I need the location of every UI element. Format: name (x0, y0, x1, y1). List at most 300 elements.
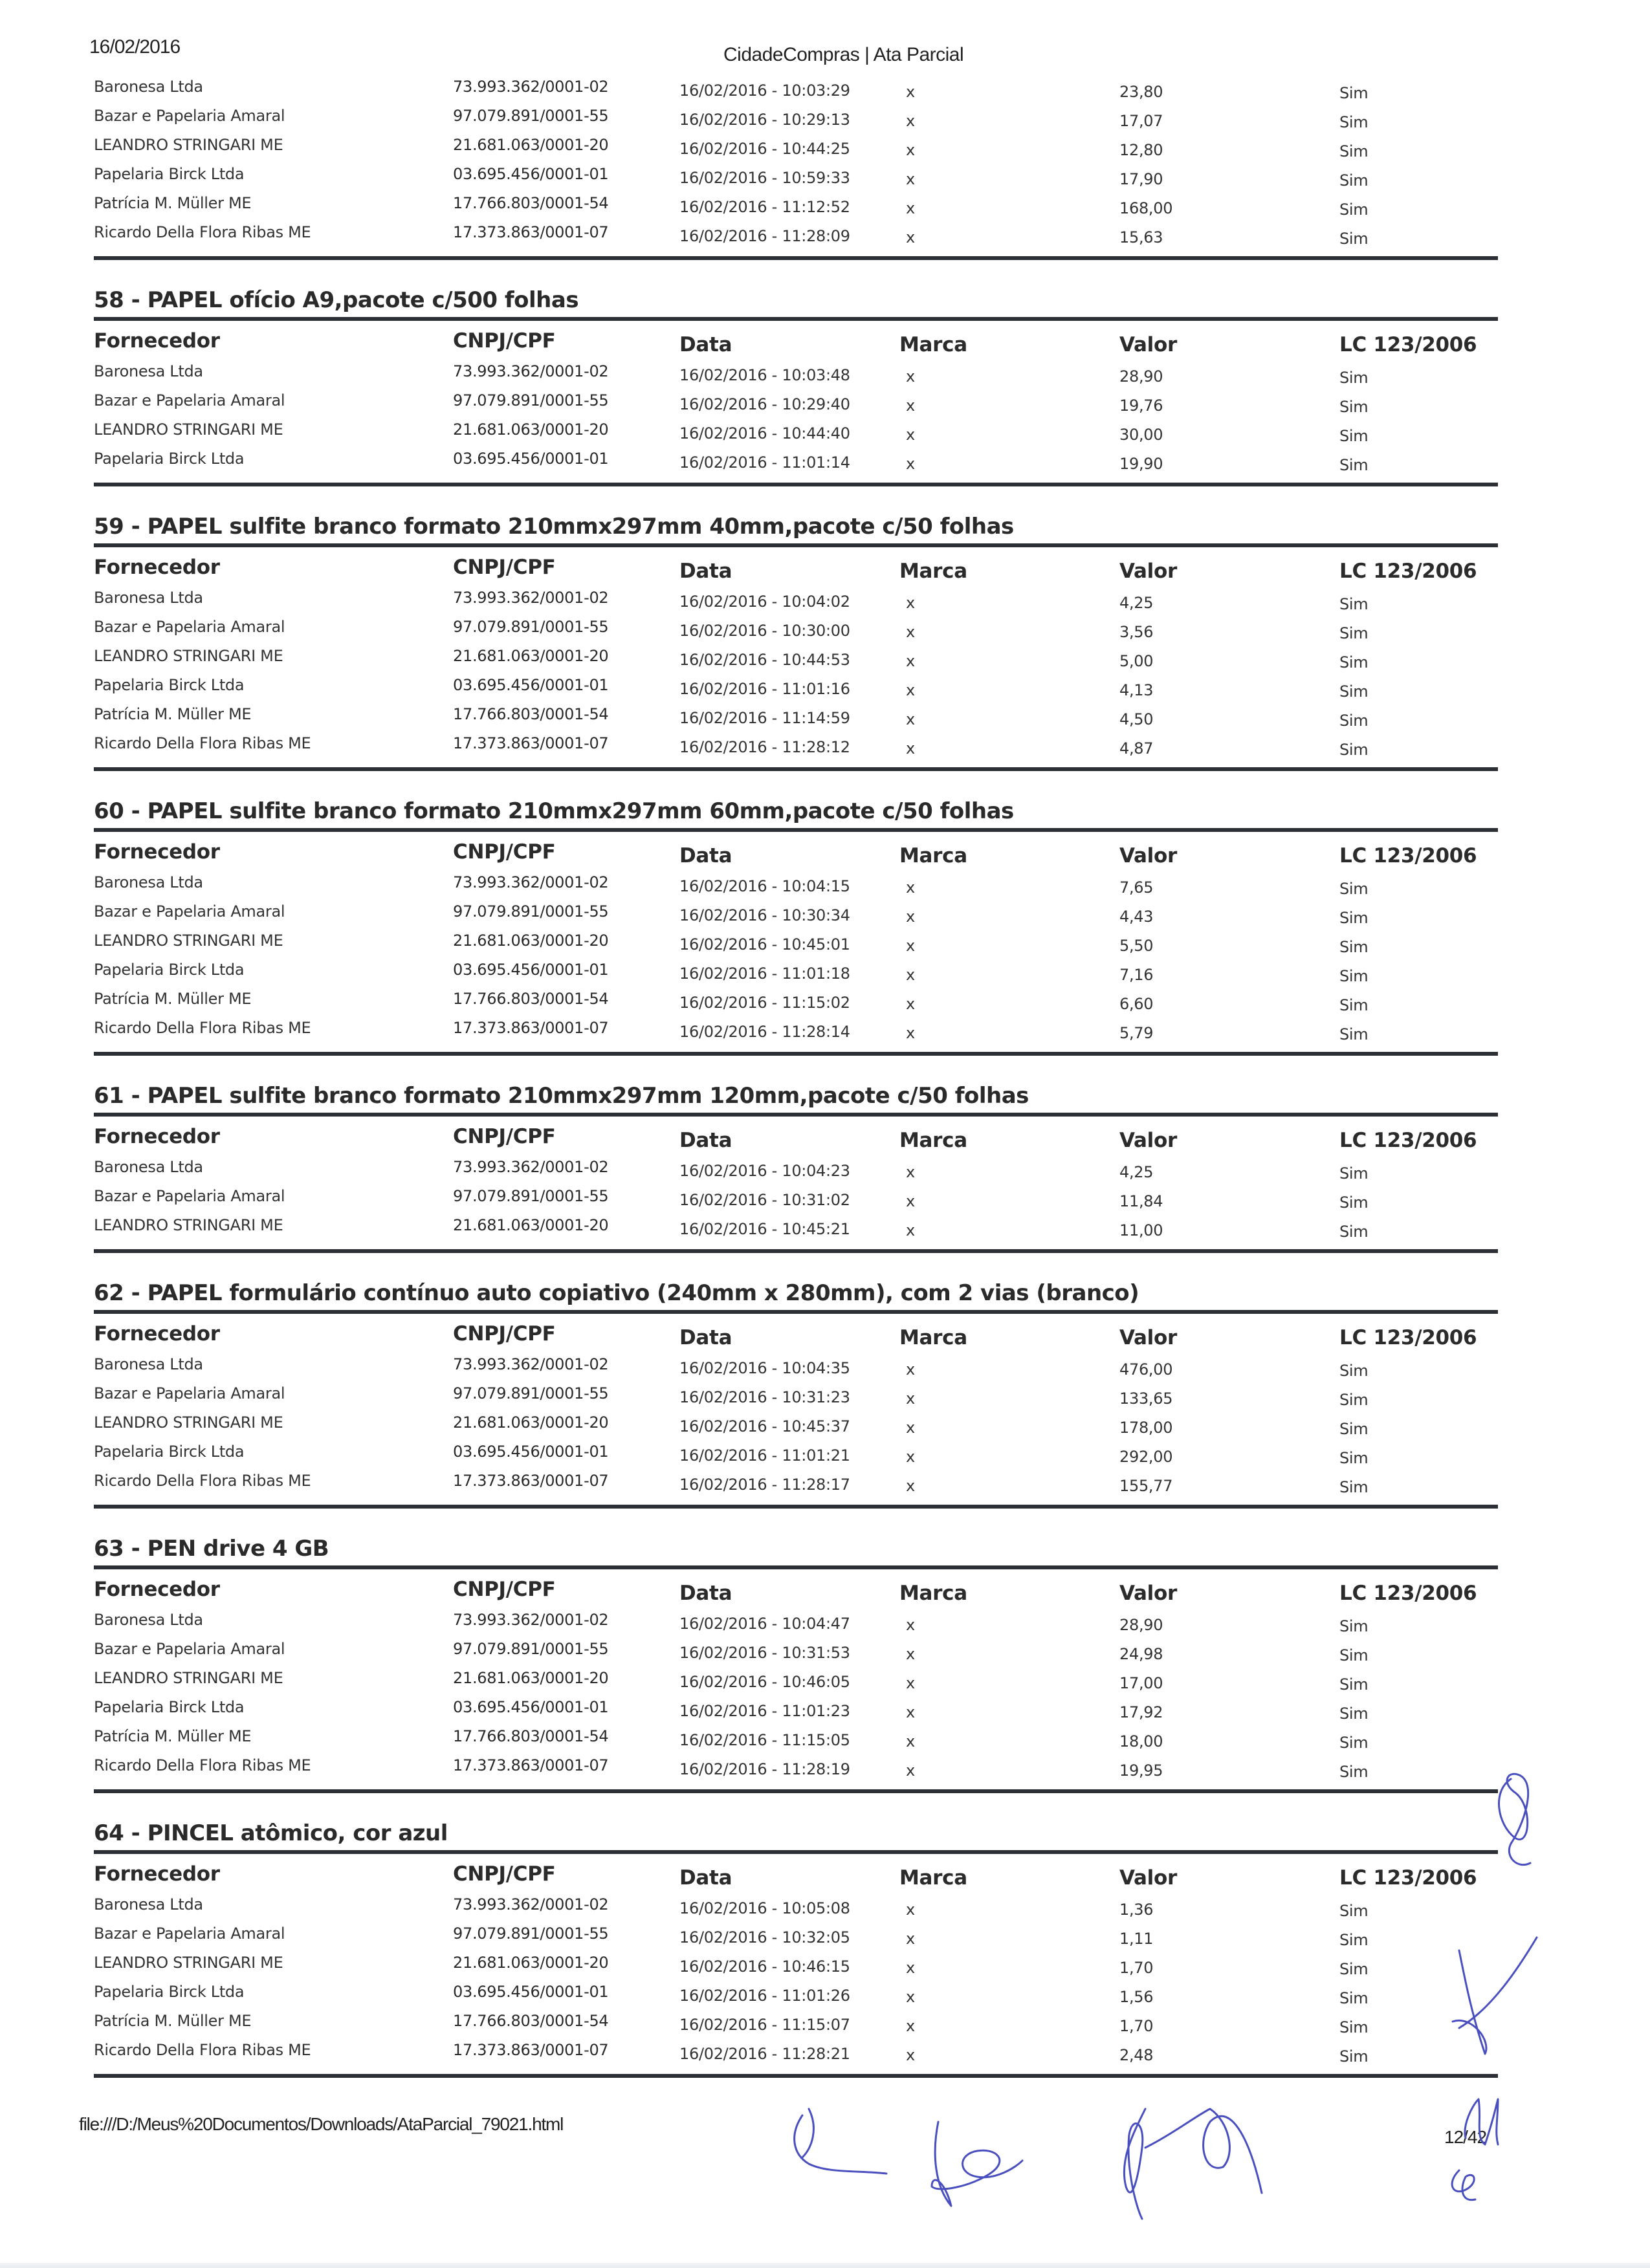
cell-fornecedor: Patrícia M. Müller ME (94, 705, 252, 723)
cell-lc: Sim (1339, 201, 1369, 219)
cell-marca: x (906, 739, 915, 758)
section-end-rule (94, 1052, 1498, 1056)
cell-cnpj: 97.079.891/0001-55 (453, 902, 609, 921)
column-header-cnpj: CNPJ/CPF (453, 840, 556, 864)
cell-fornecedor: Patrícia M. Müller ME (94, 194, 252, 212)
cell-valor: 133,65 (1119, 1390, 1173, 1408)
cell-fornecedor: Papelaria Birck Ltda (94, 450, 245, 468)
cell-data: 16/02/2016 - 10:46:15 (679, 1957, 850, 1976)
cell-fornecedor: Papelaria Birck Ltda (94, 676, 245, 694)
cell-fornecedor: Bazar e Papelaria Amaral (94, 1925, 285, 1943)
cell-valor: 4,43 (1119, 908, 1154, 926)
column-header-fornecedor: Fornecedor (94, 840, 220, 864)
cell-marca: x (906, 1959, 915, 1977)
bids-table (94, 1854, 1498, 2065)
cell-valor: 6,60 (1119, 995, 1154, 1013)
cell-cnpj: 97.079.891/0001-55 (453, 1925, 609, 1943)
page-number: 12/42 (1444, 2127, 1487, 2147)
cell-data: 16/02/2016 - 11:12:52 (679, 198, 850, 216)
cell-cnpj: 03.695.456/0001-01 (453, 165, 609, 183)
cell-marca: x (906, 966, 915, 984)
cell-lc: Sim (1339, 1194, 1369, 1212)
cell-cnpj: 21.681.063/0001-20 (453, 136, 609, 154)
cell-fornecedor: Baronesa Ltda (94, 1895, 203, 1914)
section-end-rule (94, 256, 1498, 260)
cell-lc: Sim (1339, 880, 1369, 898)
column-header-data: Data (679, 560, 732, 583)
cell-fornecedor: Baronesa Ltda (94, 873, 203, 891)
cell-data: 16/02/2016 - 10:45:21 (679, 1220, 850, 1238)
cell-marca: x (906, 878, 915, 897)
cell-cnpj: 17.766.803/0001-54 (453, 1727, 609, 1745)
cell-data: 16/02/2016 - 10:05:08 (679, 1899, 850, 1917)
cell-lc: Sim (1339, 1931, 1369, 1949)
cell-fornecedor: Bazar e Papelaria Amaral (94, 1187, 285, 1205)
cell-fornecedor: Ricardo Della Flora Ribas ME (94, 2041, 311, 2059)
cell-valor: 4,13 (1119, 681, 1154, 699)
cell-cnpj: 73.993.362/0001-02 (453, 1611, 609, 1629)
bids-table (94, 321, 1498, 474)
cell-marca: x (906, 426, 915, 444)
cell-lc: Sim (1339, 1705, 1369, 1723)
cell-marca: x (906, 937, 915, 955)
cell-lc: Sim (1339, 1675, 1369, 1694)
cell-data: 16/02/2016 - 10:04:02 (679, 593, 850, 611)
cell-lc: Sim (1339, 171, 1369, 190)
cell-cnpj: 97.079.891/0001-55 (453, 1187, 609, 1205)
cell-valor: 1,11 (1119, 1930, 1154, 1948)
column-header-fornecedor: Fornecedor (94, 1578, 220, 1601)
cell-fornecedor: LEANDRO STRINGARI ME (94, 1954, 283, 1972)
cell-valor: 5,79 (1119, 1024, 1154, 1042)
cell-lc: Sim (1339, 909, 1369, 927)
cell-cnpj: 17.373.863/0001-07 (453, 223, 609, 241)
column-header-marca: Marca (899, 1582, 967, 1605)
cell-fornecedor: Patrícia M. Müller ME (94, 2012, 252, 2030)
cell-valor: 11,84 (1119, 1192, 1163, 1210)
column-header-fornecedor: Fornecedor (94, 1322, 220, 1346)
cell-valor: 17,92 (1119, 1703, 1163, 1721)
cell-fornecedor: Ricardo Della Flora Ribas ME (94, 1472, 311, 1490)
cell-valor: 19,90 (1119, 455, 1163, 473)
cell-data: 16/02/2016 - 11:28:14 (679, 1023, 850, 1041)
column-header-cnpj: CNPJ/CPF (453, 556, 556, 579)
cell-valor: 168,00 (1119, 199, 1173, 217)
cell-cnpj: 17.766.803/0001-54 (453, 705, 609, 723)
column-header-valor: Valor (1119, 1582, 1177, 1605)
cell-valor: 1,36 (1119, 1901, 1154, 1919)
document-body (94, 72, 1498, 2078)
cell-fornecedor: LEANDRO STRINGARI ME (94, 932, 283, 950)
column-header-cnpj: CNPJ/CPF (453, 1578, 556, 1601)
cell-data: 16/02/2016 - 10:04:47 (679, 1615, 850, 1633)
column-header-data: Data (679, 1866, 732, 1890)
signature-initials-corner-icon (1427, 2086, 1511, 2216)
cell-lc: Sim (1339, 1420, 1369, 1438)
section-end-rule (94, 1249, 1498, 1253)
print-date: 16/02/2016 (89, 36, 181, 58)
cell-cnpj: 97.079.891/0001-55 (453, 618, 609, 636)
cell-data: 16/02/2016 - 11:01:16 (679, 680, 850, 698)
cell-marca: x (906, 1192, 915, 1210)
cell-marca: x (906, 1674, 915, 1692)
cell-lc: Sim (1339, 624, 1369, 642)
cell-cnpj: 73.993.362/0001-02 (453, 1355, 609, 1373)
column-header-lc: LC 123/2006 (1339, 1326, 1477, 1349)
cell-data: 16/02/2016 - 10:44:40 (679, 424, 850, 442)
cell-data: 16/02/2016 - 11:28:21 (679, 2045, 850, 2063)
cell-fornecedor: Patrícia M. Müller ME (94, 990, 252, 1008)
cell-valor: 4,25 (1119, 1163, 1154, 1181)
cell-marca: x (906, 594, 915, 612)
cell-cnpj: 03.695.456/0001-01 (453, 676, 609, 694)
cell-marca: x (906, 1988, 915, 2006)
bids-table (94, 832, 1498, 1043)
cell-fornecedor: Bazar e Papelaria Amaral (94, 1384, 285, 1402)
cell-data: 16/02/2016 - 10:45:01 (679, 935, 850, 954)
cell-marca: x (906, 1448, 915, 1466)
column-header-marca: Marca (899, 844, 967, 867)
cell-valor: 178,00 (1119, 1419, 1173, 1437)
cell-marca: x (906, 995, 915, 1013)
cell-fornecedor: LEANDRO STRINGARI ME (94, 420, 283, 439)
cell-cnpj: 21.681.063/0001-20 (453, 1954, 609, 1972)
cell-cnpj: 17.766.803/0001-54 (453, 2012, 609, 2030)
cell-lc: Sim (1339, 2047, 1369, 2066)
column-header-lc: LC 123/2006 (1339, 1582, 1477, 1605)
item-section (94, 1534, 1498, 1793)
cell-data: 16/02/2016 - 10:44:53 (679, 651, 850, 669)
cell-valor: 7,65 (1119, 878, 1154, 897)
bids-table (94, 1569, 1498, 1780)
cell-fornecedor: Ricardo Della Flora Ribas ME (94, 734, 311, 752)
cell-valor: 2,48 (1119, 2046, 1154, 2064)
cell-marca: x (906, 1930, 915, 1948)
cell-marca: x (906, 112, 915, 130)
cell-lc: Sim (1339, 398, 1369, 416)
cell-marca: x (906, 83, 915, 101)
cell-data: 16/02/2016 - 10:44:25 (679, 140, 850, 158)
column-header-valor: Valor (1119, 560, 1177, 583)
cell-data: 16/02/2016 - 10:30:34 (679, 906, 850, 924)
bids-table (94, 547, 1498, 758)
cell-data: 16/02/2016 - 11:15:05 (679, 1731, 850, 1749)
cell-data: 16/02/2016 - 11:01:18 (679, 965, 850, 983)
cell-lc: Sim (1339, 456, 1369, 474)
cell-data: 16/02/2016 - 11:28:09 (679, 227, 850, 245)
item-section (94, 1819, 1498, 2078)
cell-fornecedor: Baronesa Ltda (94, 1355, 203, 1373)
cell-data: 16/02/2016 - 10:32:05 (679, 1928, 850, 1946)
cell-fornecedor: Ricardo Della Flora Ribas ME (94, 1019, 311, 1037)
cell-fornecedor: Baronesa Ltda (94, 362, 203, 380)
column-header-marca: Marca (899, 333, 967, 356)
cell-lc: Sim (1339, 1449, 1369, 1467)
document-title: CidadeCompras | Ata Parcial (723, 44, 964, 65)
cell-lc: Sim (1339, 113, 1369, 131)
cell-cnpj: 21.681.063/0001-20 (453, 420, 609, 439)
item-title: 61 - PAPEL sulfite branco formato 210mmx297mm 120mm,pacote c/50 folhas (94, 1083, 1029, 1109)
column-header-cnpj: CNPJ/CPF (453, 1322, 556, 1346)
cell-fornecedor: Papelaria Birck Ltda (94, 1443, 245, 1461)
cell-valor: 15,63 (1119, 228, 1163, 246)
cell-data: 16/02/2016 - 10:59:33 (679, 169, 850, 187)
cell-lc: Sim (1339, 712, 1369, 730)
column-header-fornecedor: Fornecedor (94, 1125, 220, 1148)
cell-lc: Sim (1339, 653, 1369, 671)
cell-valor: 17,90 (1119, 170, 1163, 188)
cell-cnpj: 21.681.063/0001-20 (453, 1216, 609, 1234)
cell-marca: x (906, 455, 915, 473)
column-header-lc: LC 123/2006 (1339, 1866, 1477, 1890)
cell-data: 16/02/2016 - 10:29:13 (679, 111, 850, 129)
cell-data: 16/02/2016 - 11:28:17 (679, 1476, 850, 1494)
column-header-lc: LC 123/2006 (1339, 560, 1477, 583)
cell-fornecedor: Baronesa Ltda (94, 78, 203, 96)
cell-marca: x (906, 228, 915, 246)
column-header-fornecedor: Fornecedor (94, 1862, 220, 1886)
cell-marca: x (906, 141, 915, 159)
cell-valor: 1,70 (1119, 2017, 1154, 2035)
cell-fornecedor: Bazar e Papelaria Amaral (94, 391, 285, 409)
cell-marca: x (906, 623, 915, 641)
cell-valor: 5,00 (1119, 652, 1154, 670)
cell-cnpj: 17.373.863/0001-07 (453, 734, 609, 752)
cell-valor: 5,50 (1119, 937, 1154, 955)
cell-valor: 292,00 (1119, 1448, 1173, 1466)
section-end-rule (94, 767, 1498, 771)
item-title: 62 - PAPEL formulário contínuo auto copiativo (240mm x 280mm), com 2 vias (branco) (94, 1280, 1139, 1306)
cell-lc: Sim (1339, 427, 1369, 445)
cell-lc: Sim (1339, 369, 1369, 387)
cell-valor: 17,07 (1119, 112, 1163, 130)
cell-cnpj: 73.993.362/0001-02 (453, 873, 609, 891)
cell-fornecedor: LEANDRO STRINGARI ME (94, 1669, 283, 1687)
cell-valor: 1,56 (1119, 1988, 1154, 2006)
cell-lc: Sim (1339, 84, 1369, 102)
cell-cnpj: 17.373.863/0001-07 (453, 1019, 609, 1037)
column-header-marca: Marca (899, 1326, 967, 1349)
cell-fornecedor: Papelaria Birck Ltda (94, 1698, 245, 1716)
cell-marca: x (906, 367, 915, 386)
column-header-data: Data (679, 1129, 732, 1152)
item-section (94, 1082, 1498, 1253)
cell-valor: 19,76 (1119, 397, 1163, 415)
cell-lc: Sim (1339, 1223, 1369, 1241)
cell-cnpj: 73.993.362/0001-02 (453, 362, 609, 380)
cell-cnpj: 03.695.456/0001-01 (453, 1983, 609, 2001)
column-header-lc: LC 123/2006 (1339, 1129, 1477, 1152)
cell-data: 16/02/2016 - 11:15:02 (679, 994, 850, 1012)
cell-data: 16/02/2016 - 11:01:21 (679, 1446, 850, 1465)
cell-marca: x (906, 652, 915, 670)
section-end-rule (94, 483, 1498, 486)
cell-cnpj: 21.681.063/0001-20 (453, 932, 609, 950)
cell-cnpj: 03.695.456/0001-01 (453, 1443, 609, 1461)
cell-lc: Sim (1339, 1646, 1369, 1664)
column-header-cnpj: CNPJ/CPF (453, 1125, 556, 1148)
cell-fornecedor: Ricardo Della Flora Ribas ME (94, 223, 311, 241)
cell-lc: Sim (1339, 741, 1369, 759)
cell-lc: Sim (1339, 1989, 1369, 2007)
column-header-cnpj: CNPJ/CPF (453, 329, 556, 353)
cell-data: 16/02/2016 - 10:04:23 (679, 1162, 850, 1180)
cell-fornecedor: Ricardo Della Flora Ribas ME (94, 1756, 311, 1774)
cell-data: 16/02/2016 - 10:03:29 (679, 82, 850, 100)
item-title: 59 - PAPEL sulfite branco formato 210mmx297mm 40mm,pacote c/50 folhas (94, 514, 1014, 540)
cell-lc: Sim (1339, 1960, 1369, 1978)
cell-fornecedor: Papelaria Birck Ltda (94, 1983, 245, 2001)
cell-valor: 4,25 (1119, 594, 1154, 612)
cell-marca: x (906, 1163, 915, 1181)
bids-table (94, 1314, 1498, 1496)
cell-marca: x (906, 1761, 915, 1780)
cell-data: 16/02/2016 - 10:45:37 (679, 1417, 850, 1435)
section-end-rule (94, 2074, 1498, 2078)
signature-scribble-icon (783, 2096, 1320, 2225)
cell-valor: 155,77 (1119, 1477, 1173, 1495)
column-header-marca: Marca (899, 1866, 967, 1890)
cell-valor: 17,00 (1119, 1674, 1163, 1692)
cell-lc: Sim (1339, 967, 1369, 985)
cell-fornecedor: Patrícia M. Müller ME (94, 1727, 252, 1745)
cell-valor: 28,90 (1119, 367, 1163, 386)
cell-marca: x (906, 1477, 915, 1495)
cell-cnpj: 97.079.891/0001-55 (453, 391, 609, 409)
cell-marca: x (906, 1703, 915, 1721)
cell-marca: x (906, 1390, 915, 1408)
column-header-lc: LC 123/2006 (1339, 333, 1477, 356)
cell-data: 16/02/2016 - 10:31:02 (679, 1191, 850, 1209)
cell-data: 16/02/2016 - 11:28:19 (679, 1760, 850, 1778)
cell-valor: 30,00 (1119, 426, 1163, 444)
column-header-valor: Valor (1119, 844, 1177, 867)
cell-valor: 4,50 (1119, 710, 1154, 728)
column-header-valor: Valor (1119, 1326, 1177, 1349)
cell-valor: 12,80 (1119, 141, 1163, 159)
item-section (94, 286, 1498, 486)
cell-lc: Sim (1339, 1025, 1369, 1043)
cell-lc: Sim (1339, 1391, 1369, 1409)
column-header-fornecedor: Fornecedor (94, 556, 220, 579)
scan-edge (0, 2263, 1650, 2268)
cell-cnpj: 97.079.891/0001-55 (453, 1384, 609, 1402)
cell-cnpj: 21.681.063/0001-20 (453, 1413, 609, 1432)
cell-valor: 3,56 (1119, 623, 1154, 641)
column-header-marca: Marca (899, 1129, 967, 1152)
cell-marca: x (906, 2017, 915, 2035)
cell-marca: x (906, 397, 915, 415)
cell-fornecedor: Bazar e Papelaria Amaral (94, 1640, 285, 1658)
cell-lc: Sim (1339, 142, 1369, 160)
cell-data: 16/02/2016 - 10:04:35 (679, 1359, 850, 1377)
cell-fornecedor: Papelaria Birck Ltda (94, 165, 245, 183)
cell-valor: 476,00 (1119, 1360, 1173, 1379)
cell-data: 16/02/2016 - 11:01:14 (679, 453, 850, 472)
cell-cnpj: 17.766.803/0001-54 (453, 990, 609, 1008)
cell-valor: 11,00 (1119, 1221, 1163, 1239)
cell-lc: Sim (1339, 996, 1369, 1014)
cell-data: 16/02/2016 - 11:01:26 (679, 1987, 850, 2005)
section-end-rule (94, 1789, 1498, 1793)
cell-cnpj: 73.993.362/0001-02 (453, 589, 609, 607)
cell-lc: Sim (1339, 1164, 1369, 1183)
continued-section (94, 72, 1498, 260)
cell-data: 16/02/2016 - 10:46:05 (679, 1673, 850, 1691)
cell-cnpj: 21.681.063/0001-20 (453, 647, 609, 665)
cell-valor: 1,70 (1119, 1959, 1154, 1977)
cell-fornecedor: Baronesa Ltda (94, 1611, 203, 1629)
cell-fornecedor: Baronesa Ltda (94, 1158, 203, 1176)
item-title: 63 - PEN drive 4 GB (94, 1536, 329, 1562)
cell-lc: Sim (1339, 2018, 1369, 2036)
item-section (94, 512, 1498, 771)
column-header-lc: LC 123/2006 (1339, 844, 1477, 867)
cell-lc: Sim (1339, 682, 1369, 701)
cell-cnpj: 73.993.362/0001-02 (453, 1158, 609, 1176)
cell-marca: x (906, 170, 915, 188)
cell-lc: Sim (1339, 1478, 1369, 1496)
cell-cnpj: 17.373.863/0001-07 (453, 1756, 609, 1774)
cell-valor: 24,98 (1119, 1645, 1163, 1663)
cell-valor: 18,00 (1119, 1732, 1163, 1750)
cell-cnpj: 17.766.803/0001-54 (453, 194, 609, 212)
cell-valor: 23,80 (1119, 83, 1163, 101)
column-header-fornecedor: Fornecedor (94, 329, 220, 353)
cell-cnpj: 97.079.891/0001-55 (453, 1640, 609, 1658)
cell-fornecedor: LEANDRO STRINGARI ME (94, 647, 283, 665)
cell-fornecedor: Baronesa Ltda (94, 589, 203, 607)
cell-fornecedor: LEANDRO STRINGARI ME (94, 1216, 283, 1234)
cell-marca: x (906, 1645, 915, 1663)
column-header-data: Data (679, 1326, 732, 1349)
cell-fornecedor: Bazar e Papelaria Amaral (94, 107, 285, 125)
cell-data: 16/02/2016 - 10:29:40 (679, 395, 850, 413)
cell-marca: x (906, 1901, 915, 1919)
cell-data: 16/02/2016 - 10:31:23 (679, 1388, 850, 1406)
cell-marca: x (906, 908, 915, 926)
cell-lc: Sim (1339, 1902, 1369, 1920)
cell-cnpj: 17.373.863/0001-07 (453, 1472, 609, 1490)
cell-cnpj: 73.993.362/0001-02 (453, 78, 609, 96)
cell-lc: Sim (1339, 230, 1369, 248)
cell-fornecedor: Papelaria Birck Ltda (94, 961, 245, 979)
item-section (94, 1279, 1498, 1509)
cell-marca: x (906, 1419, 915, 1437)
cell-fornecedor: Bazar e Papelaria Amaral (94, 618, 285, 636)
column-header-cnpj: CNPJ/CPF (453, 1862, 556, 1886)
cell-fornecedor: LEANDRO STRINGARI ME (94, 136, 283, 154)
cell-data: 16/02/2016 - 11:14:59 (679, 709, 850, 727)
footer-file-url: file:///D:/Meus%20Documentos/Downloads/AtaParcial_79021.html (79, 2114, 564, 2134)
item-title: 60 - PAPEL sulfite branco formato 210mmx297mm 60mm,pacote c/50 folhas (94, 798, 1014, 824)
cell-marca: x (906, 710, 915, 728)
cell-lc: Sim (1339, 1362, 1369, 1380)
cell-marca: x (906, 1732, 915, 1750)
item-section (94, 797, 1498, 1056)
section-end-rule (94, 1505, 1498, 1509)
cell-data: 16/02/2016 - 10:03:48 (679, 366, 850, 384)
cell-marca: x (906, 1360, 915, 1379)
column-header-data: Data (679, 333, 732, 356)
cell-cnpj: 17.373.863/0001-07 (453, 2041, 609, 2059)
cell-marca: x (906, 1024, 915, 1042)
cell-valor: 19,95 (1119, 1761, 1163, 1780)
cell-lc: Sim (1339, 595, 1369, 613)
cell-valor: 7,16 (1119, 966, 1154, 984)
cell-cnpj: 03.695.456/0001-01 (453, 450, 609, 468)
cell-data: 16/02/2016 - 10:04:15 (679, 877, 850, 895)
